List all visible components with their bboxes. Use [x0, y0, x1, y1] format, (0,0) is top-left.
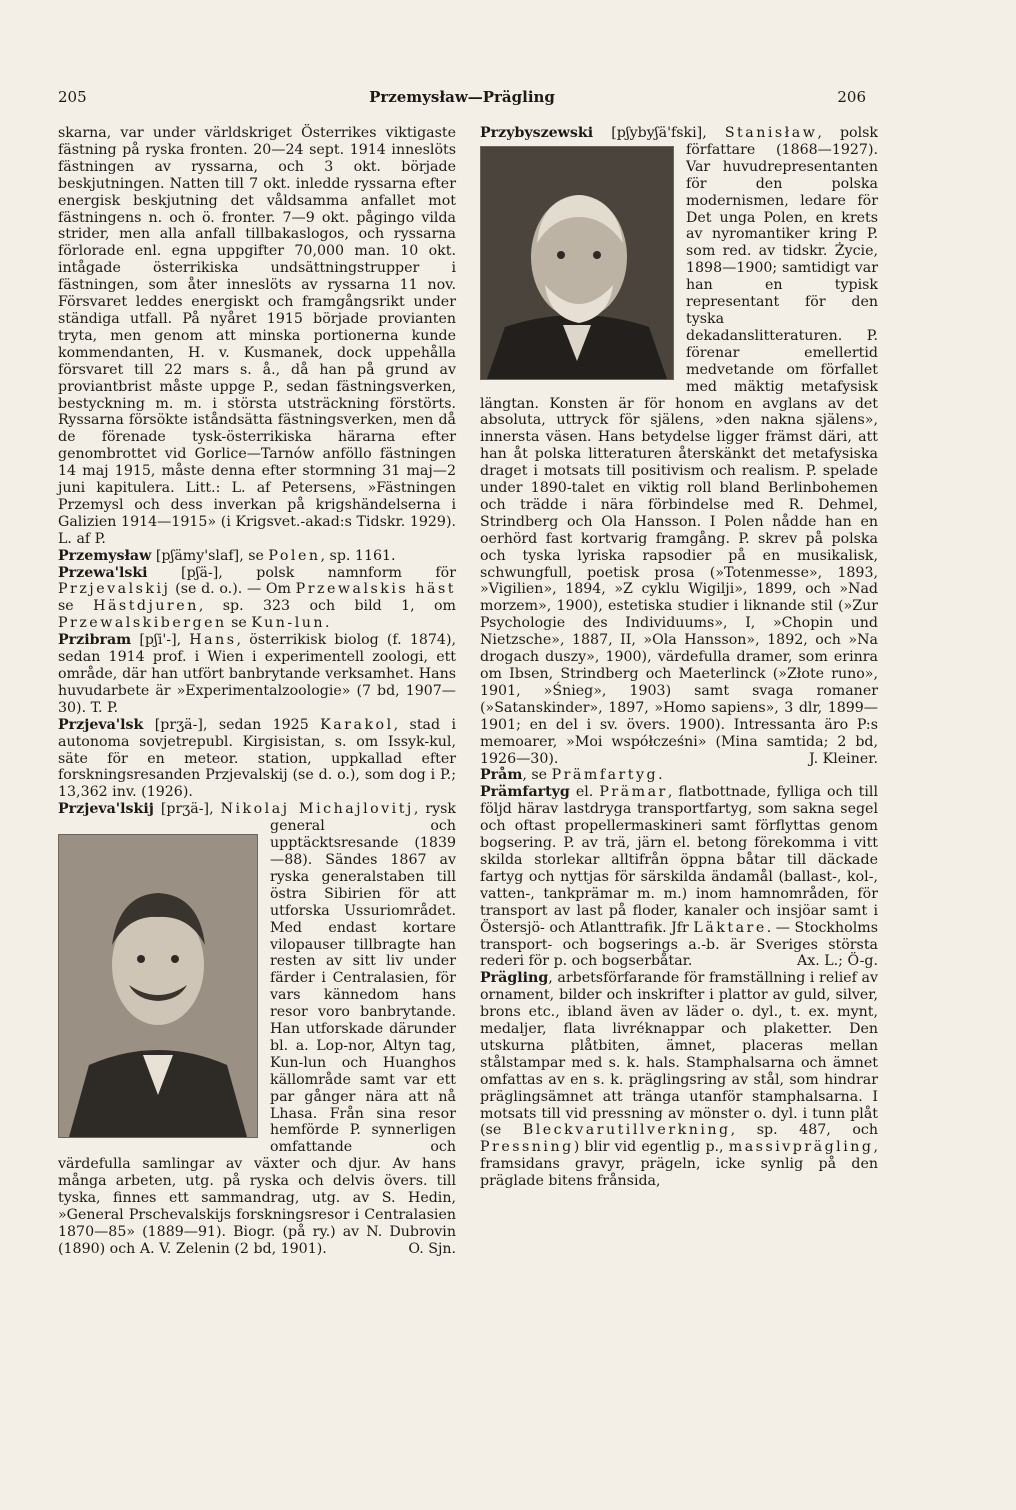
cross-reference: Hästdjuren: [93, 598, 199, 615]
cross-reference: Pressning: [480, 1139, 574, 1156]
headword: Przjeva'lsk: [58, 716, 144, 733]
headword: Pråm: [480, 767, 523, 784]
entry-pramfartyg: Prämfartyg el. Prämar, flatbottnade, fylliga och till följd härav lastdryga transportfartyg, som sakna segel och oftast propellermaskineri samt förflyttas genom bogsering. P. av trä, järn el. betong förekomma i vitt skilda storlekar alltifrån öppna båtar till däckade fartyg och nyttjas för särskilda ändamål (ballast-, kol-, vatten-, tankprämar m. m.) inom hamnområden, för transport av last på floder, kanaler och insjöar samt i Östersjö- och Atlanttrafik. Jfr Läktare. — Stockholms transport- och bogserings a.-b. är Sveriges största rederi för p. och bogserbåtar. Ax. L.; Ö-g.: [480, 784, 878, 970]
cross-reference: Kun-lun: [251, 615, 326, 632]
term: massivprägling: [728, 1139, 874, 1156]
headword: Przibram: [58, 632, 132, 649]
entry-pram: Pråm, se Prämfartyg.: [480, 767, 663, 784]
headword: Przemysław: [58, 547, 152, 564]
person-name: Nikolaj Michajlovitj: [220, 801, 414, 818]
author-signature: O. Sjn.: [408, 1240, 456, 1257]
place-name: Karakol: [320, 716, 394, 733]
cross-reference: Läktare: [693, 919, 767, 936]
author-signature: Ax. L.; Ö-g.: [796, 953, 878, 970]
portrait-figure-icon: [59, 835, 257, 1137]
running-title: Przemysław—Prägling: [369, 88, 555, 106]
entry-przybyszewski: Przybyszewski [pʃybyʃä'fski], Stanisław , polsk författare (1868—1927). Var huvudrepresentanten för den polska modernismen, ledare för Det unga Polen, en krets av nyromantiker kring P. som red. av tidskr. Życie, 1898—1900; samtidigt var han en typisk representant för den tyska dekadanslitteraturen. P. förenar emellertid medvetande om förfallet med mäktig metafysisk längtan. Konsten är för honom en avglans av det absoluta, uttryck för själens, »den nakna själens», innersta väsen. Hans betydelse ligger främst däri, att han åt polska litteraturen återskänkt det metafysiska draget i motsats till positivism och realism. P. spelade under 1890-talet en viktig roll bland Berlinbohemen och trädde i nära förbindelse med R. Dehmel, Strindberg och Ola Hansson. I Polen nådde han en oerhörd fast kortvarig framgång. P. skrev på polska och tyska lyriska rapsodier på en musikalisk, schwungfull, poetisk prosa (»Totenmesse», 1893, »Vigilien», 1894, »Z cyklu Wigilji», 1899, och »Nad morzem», 1900), estetiska studier i liknande stil (»Zur Psychologie des Individuums», I, »Chopin und Nietzsche», 1887, II, »Ola Hansson», 1892, och »Na drogach duszy», 1900), värdefulla dramer, som erinra om Ibsen, Strindberg och Maeterlinck (»Złote runo», 1901, »Śnieg», 1903) samt svaga romaner (»Satanskinder», 1897, »Homo sapiens», 3 dlr, 1899—1901; en del i sv. övers. 1900). Intressanta äro P:s memoarer, »Moi współcześni» (Mina samtida; 2 bd, 1926—30). J. Kleiner.: [480, 125, 879, 767]
page-header: [58, 88, 866, 114]
entry-przjevalsk: Przjeva'lsk [prʒä-], sedan 1925 Karakol, stad i autonoma sovjetrepubl. Kirgisistan, s. om Issyk-kul, säte för en meteor. station, uppkallad efter forskningsresanden Przjevalskij (se d. o.), som dog i P.; 13,362 inv. (1926).: [58, 716, 456, 801]
portrait-przybyszewski: [480, 146, 674, 380]
page-number-left: 205: [58, 88, 87, 106]
entry-przewalski: Przewa'lski [pʃä-], polsk namnform för Przjevalskij (se d. o.). — Om Przewalskis häst se Hästdjuren, sp. 323 och bild 1, om Przewalskibergen se Kun-lun.: [58, 564, 457, 632]
entry-przibram: Przibram [pʃi'-], Hans, österrikisk biolog (f. 1874), sedan 1914 prof. i Wien i experimentell zoologi, ett område, där han utfört banbrytande verksamhet. Hans huvudarbete är »Experimentalzoologie» (7 bd, 1907—30). T. P.: [58, 632, 456, 716]
term: Prämar: [599, 784, 668, 801]
entry-przjevalskij: Przjeva'lskij [prʒä-], Nikolaj Michajlovitj , rysk general och upptäcktsresande (1839—88). Sändes 1867 av ryska generalstaben till östra Sibirien för att utforska Ussuriområdet. Med endast kortare vilopauser tillbragte han resten av sitt liv under färder i Centralasien, för vars kännedom hans resor voro banbrytande. Han utforskade därunder bl. a. Lop-nor, Altyn tag, Kun-lun och Huanghos källområde samt var ett par gånger nära att nå Lhasa. Från sina resor hemförde P. synnerligen omfattande och värdefulla samlingar av växter och djur. Av hans många arbeten, utg. på ryska och delvis övers. till tyska, finnes ett sammandrag, utg. av S. Hedin, »General Prschevalskijs forskningsresor i Centralasien 1870—85» (1889—91). Biogr. (på ry.) av N. Dubrovin (1890) och A. V. Zelenin (2 bd, 1901). O. Sjn.: [58, 801, 456, 1257]
headword: Przybyszewski: [480, 125, 594, 141]
cross-reference: Przjevalskij: [58, 581, 171, 598]
headword: Przjeva'lskij: [58, 801, 154, 818]
author-signature: J. Kleiner.: [809, 750, 878, 767]
headword: Przewa'lski: [58, 564, 148, 581]
cross-reference: Prämfartyg: [551, 767, 659, 784]
portrait-figure-icon: [481, 147, 673, 379]
person-name: Hans: [189, 632, 237, 649]
entry-przemysl-continued: skarna, var under världskriget Österrikes viktigaste fästning på ryska fronten. 20—24 sept. 1914 inneslöts fästningen av ryssarna, och 3 okt. började beskjutningen. Natten till 7 okt. inledde ryssarna efter energisk beskjutning det våldsamma anfallet mot fästningens n. och ö. fronter. 7—9 okt. pågingo vilda strider, men alla anfall tillbakaslogos, och ryssarna förlorade enl. egna uppgifter 70,000 man. 10 okt. intågade österrikiska undsättningstrupper i fästningen, som åter inneslöts av ryssarna 11 nov. Försvaret leddes energiskt och framgångsrikt under ständiga utfall. På nyåret 1915 började provianten tryta, men genom att minska portionerna kunde kommendanten, H. v. Kusmanek, dock uppehålla försvaret till 22 mars s. å., då han på grund av proviantbrist måste uppge P., sedan fästningsverken, bestyckning m. m. i största utsträckning förstörts. Ryssarna försökte iståndsätta fästningsverken, men då de förenade tysk-österrikiska härarna efter genombrottet vid Gorlice—Tarnów anföllo fästningen 14 maj 1915, måste denna efter stormning 31 maj—2 juni kapitulera. Litt.: L. af Petersens, »Fästningen Przemysl och dess inverkan på krigshändelserna i Galizien 1914—1915» (i Krigsvet.-akad:s Tidskr. 1929). L. af P.: [58, 125, 456, 547]
person-name: Stanisław: [724, 125, 818, 141]
cross-reference: Przewalskibergen: [58, 615, 227, 632]
cross-reference: Przewalskis häst: [295, 581, 457, 598]
headword: Prämfartyg: [480, 784, 570, 801]
entry-pragling: Prägling, arbetsförfarande för framställning i relief av ornament, bilder och inskrifter i plattor av guld, silver, brons etc., ibland även av läder o. dyl., t. ex. mynt, medaljer, flata livréknappar och plaketter. Den utskurna plåtbiten, ämnet, placeras mellan stålstampar med s. k. hals. Stamphalsarna och ämnet omfattas av en s. k. präglingsring av stål, som hindrar präglingsämnet att tränga utanför stamphalsarna. I motsats till vid pressning av mönster o. dyl. i tunn plåt (se Bleckvarutillverkning, sp. 487, och Pressning) blir vid egentlig p., massivprägling, framsidans gravyr, prägeln, icke synlig på den präglade bitens frånsida,: [480, 970, 878, 1190]
entry-przemyslaw: Przemysław [pʃämy'slaf], se Polen, sp. 1161.: [58, 547, 396, 564]
page-number-right: 206: [837, 88, 866, 106]
column-right: [480, 125, 878, 1190]
column-left: [58, 125, 456, 1258]
portrait-przjevalskij: [58, 834, 258, 1138]
headword: Prägling: [480, 970, 549, 987]
cross-reference: Polen: [268, 547, 321, 564]
cross-reference: Bleckvarutillverkning: [522, 1122, 731, 1139]
